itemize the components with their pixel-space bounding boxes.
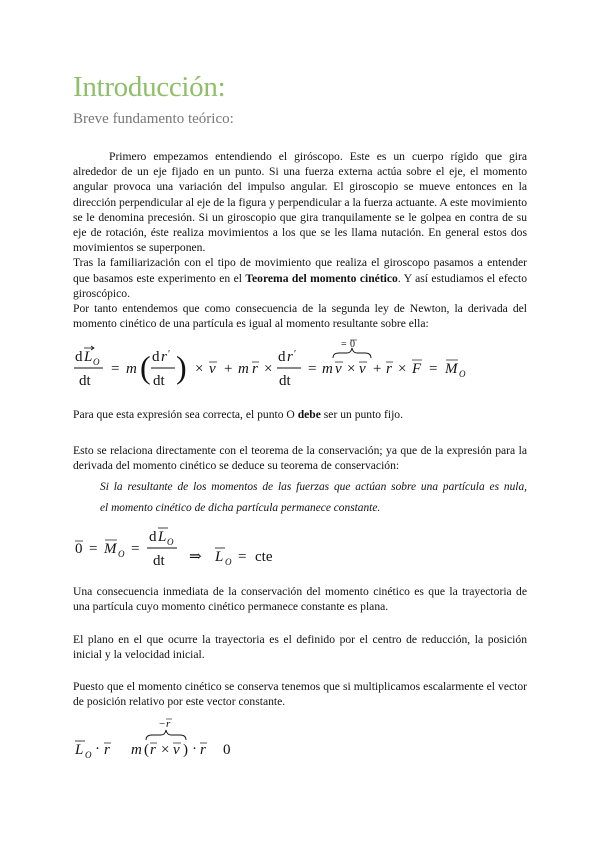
f1-times3: × <box>347 361 356 377</box>
formula-conservation <box>73 523 373 575</box>
f1-m3: m <box>322 361 333 377</box>
fixed-point-text <box>73 407 527 422</box>
f2-sub-o3: O <box>225 557 232 567</box>
f1-M: M <box>445 361 458 377</box>
f2-eq3: = <box>238 549 247 565</box>
f3-over-minus: − <box>159 718 166 730</box>
paragraph-plane-trajectory: Una consecuencia inmediata de la conservación del momento cinético es que la trayectoria de una partícula cuyo momento cinético permanece constante es plana. <box>73 585 527 614</box>
f1-r3: r <box>287 349 293 365</box>
f1-m2: m <box>238 361 249 377</box>
paragraph-theorem-start: Tras la familiarización con el tipo de movimiento que realiza el giroscopo pasamos a entender que basamos este experimento en el <box>73 256 527 285</box>
f3-eq2: = <box>213 742 222 758</box>
f1-d: d <box>75 349 83 365</box>
f1-v1: v <box>209 361 216 377</box>
f3-lpar: ( <box>144 742 149 758</box>
paragraph-theorem <box>73 255 527 301</box>
f2-L: L <box>158 529 167 545</box>
f3-eq1: = <box>117 742 126 758</box>
f1-sub-o2: O <box>459 369 466 379</box>
section-title: Introducción: <box>73 71 226 103</box>
paragraph-conservation: Esto se relaciona directamente con el teorema de la conservación; ya que de la expresión para la derivada del momento cinético se deduce su teorema de conservación: <box>73 444 527 473</box>
f1-over-eq: = <box>341 339 347 350</box>
paragraph-fixed-point-start: Para que esta expresión sea correcta, el punto O <box>73 408 298 421</box>
f1-eq3: = <box>429 361 438 377</box>
paragraph-theorem-end: . Y así estudiamos el efecto giroscópico. <box>73 271 527 300</box>
plane-trajectory-text <box>73 584 527 614</box>
f1-d3: d <box>278 349 286 365</box>
f1-eq2: = <box>308 361 317 377</box>
f2-zero: 0 <box>75 541 83 557</box>
f3-rpar: ) <box>183 742 188 758</box>
f1-plus2: + <box>373 361 382 377</box>
f1-v3: v <box>359 361 366 377</box>
f2-M: M <box>104 541 117 557</box>
conservation-text <box>73 443 527 473</box>
f2-sub-o2: O <box>167 537 174 547</box>
f1-L: L <box>84 349 93 365</box>
f1-eq1: = <box>111 361 120 377</box>
f3-times: × <box>161 742 170 758</box>
f1-times1: × <box>195 361 204 377</box>
debe-bold: debe <box>297 408 321 421</box>
formula-symbol: ) <box>176 349 187 385</box>
f3-v: v <box>173 742 180 758</box>
f1-dt3: dt <box>279 373 291 389</box>
paragraph-fixed-point-end: ser un punto fijo. <box>320 408 404 421</box>
conservation-statement-line2: el momento cinético de dicha partícula permanece constante. <box>100 502 381 514</box>
intro-text-block <box>73 149 527 331</box>
conservation-statement-line1: Si la resultante de los momentos de las fuerzas que actúan sobre una partícula es nula, <box>100 481 527 493</box>
f1-r4: r <box>386 361 392 377</box>
f3-dot2: · <box>192 741 197 757</box>
f1-prime1: ′ <box>168 349 171 360</box>
f2-arrow: ⇒ <box>189 549 202 565</box>
theorem-name-bold: Teorema del momento cinético <box>245 271 398 285</box>
paragraph-scalar-product: Puesto que el momento cinético se conserva tenemos que si multiplicamos escalarmente el vector de posición relativo por este vector constante. <box>73 680 527 709</box>
f3-zero: 0 <box>223 742 231 758</box>
f3-r1: r <box>104 742 110 758</box>
f1-prime2: ′ <box>294 349 297 360</box>
f2-d: d <box>149 529 157 545</box>
scalar-product-text <box>73 679 527 709</box>
section-subtitle: Breve fundamento teórico: <box>73 111 234 127</box>
f3-L: L <box>75 742 84 758</box>
f3-r2: r <box>150 742 156 758</box>
paragraph-newton: Por tanto entendemos que como consecuencia de la segunda ley de Newton, la derivada del momento cinético de una partícula es igual al momento resultante sobre ella: <box>73 302 527 331</box>
f2-dt: dt <box>153 553 165 569</box>
f1-over-zero: 0 <box>350 339 355 350</box>
formula-symbol: ( <box>140 349 151 385</box>
f1-r1: r <box>161 349 167 365</box>
f3-m: m <box>131 742 142 758</box>
paragraph-gyroscope: Primero empezamos entendiendo el giróscopo. Este es un cuerpo rígido que gira alrededor de un eje fijado en un punto. Si una fuerza externa actúa sobre el eje, el momento angular provoca una variación del impulso angular. El giroscopio se mueve entonces en la dirección perpendicular al eje de la figura y perpendicular a la fuerza actuante. A este movimiento se le denomina precesión. Si un giroscopio que gira tranquilamente se le golpea en contra de su eje de rotación, éste realiza movimientos a los que se les llama nutación. En general estos dos movimientos se superponen. <box>73 150 527 255</box>
f3-sub-o: O <box>85 750 92 760</box>
f1-m1: m <box>126 361 137 377</box>
f1-F: F <box>412 361 422 377</box>
f1-r2: r <box>252 361 258 377</box>
f1-sub-o: O <box>93 357 100 367</box>
f2-cte: cte <box>255 549 273 565</box>
f1-times2: × <box>264 361 273 377</box>
paragraph-fixed-point <box>73 407 527 422</box>
f3-dot1: · <box>95 741 100 757</box>
f1-v2: v <box>335 361 342 377</box>
formula-angular-momentum-derivative <box>73 338 533 394</box>
f3-r3: r <box>200 742 206 758</box>
f2-eq2: = <box>131 541 140 557</box>
f1-d2: d <box>152 349 160 365</box>
f1-times4: × <box>398 361 407 377</box>
f2-sub-o: O <box>118 549 125 559</box>
formula-stroke <box>146 730 186 740</box>
f1-plus1: + <box>224 361 233 377</box>
f2-L2: L <box>215 549 224 565</box>
f1-dt2: dt <box>153 373 165 389</box>
f2-eq1: = <box>89 541 98 557</box>
f1-dt: dt <box>79 373 91 389</box>
f3-over-r: r <box>166 718 171 730</box>
formula-scalar-product <box>73 718 333 766</box>
paragraph-plane-definition: El plano en el que ocurre la trayectoria es el definido por el centro de reducción, la posición inicial y la velocidad inicial. <box>73 633 527 662</box>
plane-definition-text <box>73 632 527 662</box>
